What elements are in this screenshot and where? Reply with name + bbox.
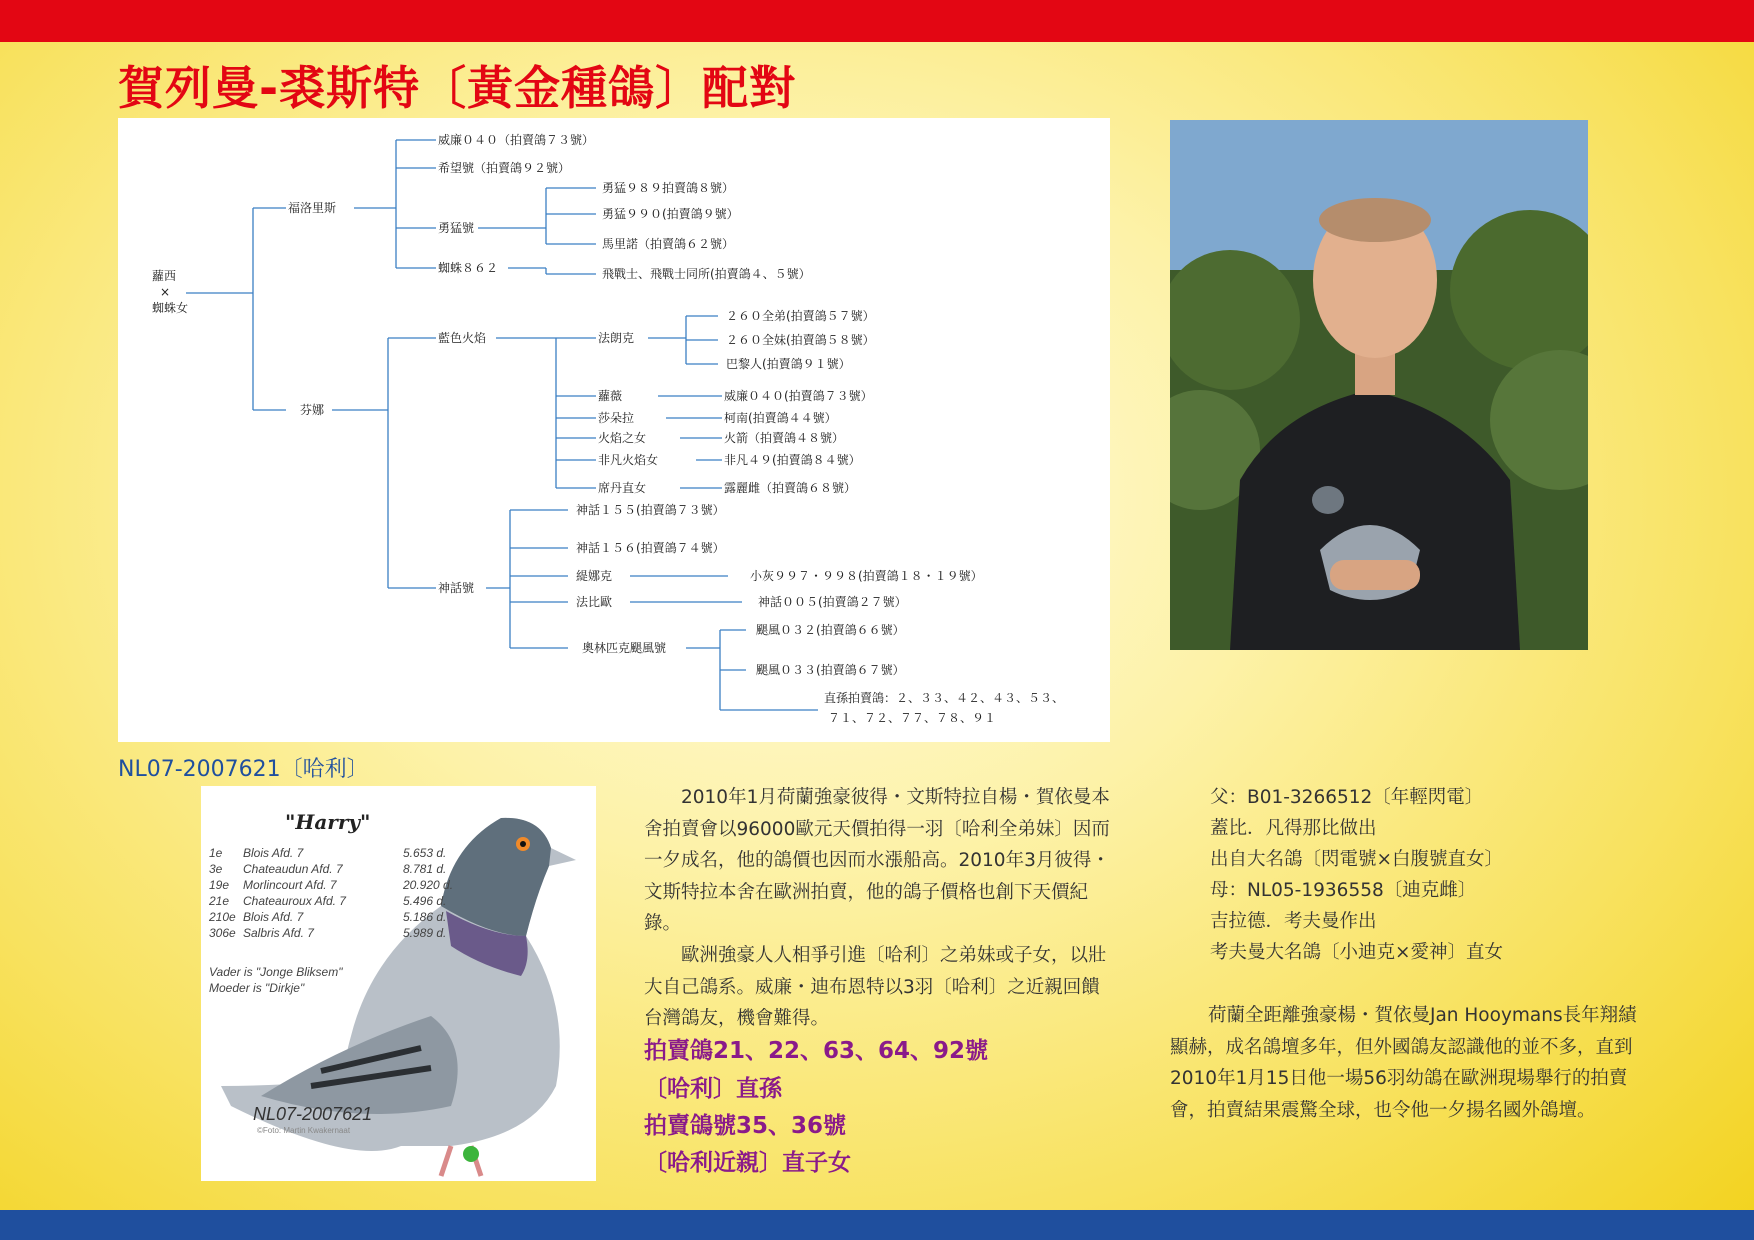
tree-bf-mother: 非凡火焰女 (598, 453, 659, 467)
tree-grandchildren: 直孫拍賣鴿：２、３３、４２、４３、５３、 (824, 691, 1065, 705)
tree-root-cross: × (160, 285, 171, 299)
parentage-line: 出自大名鴿〔閃電號×白腹號直女〕 (1210, 849, 1504, 870)
tree-myth-156: 神話１５６(拍賣鴿７４號） (576, 541, 725, 555)
tree-myth-mother: 緹娜克 (576, 569, 613, 583)
tree-yongmeng-child: 勇猛９８９拍賣鴿８號） (602, 181, 735, 195)
pigeon-name: "Harry" (285, 810, 371, 834)
tree-bf-mother: 席丹直女 (598, 481, 647, 495)
tree-bf-child: 非凡４９(拍賣鴿８４號） (724, 453, 861, 467)
tree-frank-child: ２６０全弟(拍賣鴿５７號） (726, 309, 875, 323)
race-result: 1e Blois Afd. 7 5.653 d. (209, 846, 447, 860)
tree-myth: 神話號 (438, 581, 475, 595)
tree-myth-child: 小灰９９７・９９８(拍賣鴿１８・１９號） (750, 569, 983, 583)
pigeon-caption: NL07-2007621〔哈利〕 (118, 757, 369, 782)
tree-myth-155: 神話１５５(拍賣鴿７３號） (576, 503, 725, 517)
highlight-line: 〔哈利近親〕直子女 (644, 1150, 851, 1176)
pigeon-card (201, 786, 596, 1181)
highlight-line: 〔哈利〕直孫 (644, 1076, 782, 1102)
middle-paragraph-2: 歐洲強豪人人相爭引進〔哈利〕之弟妹或子女，以壯大自己鴿系。威廉・迪布恩特以3羽〔哈利〕之近親回饋台灣鴿友，機會難得。 (644, 945, 1107, 1029)
parentage-line: 母：NL05-1936558〔迪克雌〕 (1210, 880, 1477, 901)
parentage-line: 考夫曼大名鴿〔小迪克×愛神〕直女 (1210, 942, 1504, 963)
race-result: 210e Blois Afd. 7 5.186 d. (209, 910, 447, 924)
parentage-line: 蓋比．凡得那比做出 (1210, 818, 1377, 839)
tree-f-child: 威廉０４０（拍賣鴿７３號） (438, 133, 595, 147)
tree-bf-mother: 火焰之女 (598, 431, 647, 445)
tree-yongmeng-child: 馬里諾（拍賣鴿６２號） (602, 237, 735, 251)
pigeon-mother: Moeder is "Dirkje" (209, 981, 305, 995)
tree-florence: 福洛里斯 (288, 201, 337, 215)
parentage-line: 吉拉德．考夫曼作出 (1210, 911, 1377, 932)
tree-olympic: 奧林匹克颶風號 (582, 641, 667, 655)
race-result: 21e Chateauroux Afd. 7 5.496 d. (209, 894, 447, 908)
tree-spider-child: 飛戰士、飛戰士同所(拍賣鴿４、５號） (602, 267, 811, 281)
race-result: 306e Salbris Afd. 7 5.989 d. (209, 926, 447, 940)
tree-bf-child: 火箭（拍賣鴿４８號） (724, 431, 845, 445)
highlight-line: 拍賣鴿號35、36號 (644, 1113, 847, 1139)
middle-paragraph-1: 2010年1月荷蘭強豪彼得・文斯特拉自楊・賀依曼本舍拍賣會以96000歐元天價拍得一羽〔哈利全弟妹〕因而一夕成名，他的鴿價也因而水漲船高。2010年3月彼得・文斯特拉本舍在歐洲拍賣，他的鴿子價格也創下天價紀錄。 (644, 787, 1110, 934)
pigeon-ring-number: NL07-2007621 (253, 1104, 373, 1124)
tree-bf-child: 露麗雌（拍賣鴿６８號） (724, 481, 857, 495)
bottom-blue-bar (0, 1210, 1754, 1240)
race-result: 3e Chateaudun Afd. 7 8.781 d. (209, 862, 447, 876)
tree-bf-child: 威廉０４０(拍賣鴿７３號） (724, 389, 873, 403)
tree-blueflame: 藍色火焰 (438, 331, 487, 345)
tree-f-child: 勇猛號 (438, 221, 475, 235)
top-red-bar (0, 0, 1754, 42)
tree-frank: 法朗克 (598, 331, 635, 345)
pigeon-parents (209, 964, 342, 996)
breeder-photo (1170, 120, 1588, 650)
tree-bf-mother: 蘿薇 (598, 389, 623, 403)
tree-yongmeng-child: 勇猛９９０(拍賣鴿９號） (602, 207, 739, 221)
tree-root-bottom: 蜘蛛女 (152, 301, 189, 315)
tree-root-top: 蘿西 (152, 269, 177, 283)
tree-myth-child: 神話００５(拍賣鴿２７號） (758, 595, 907, 609)
parentage-list (1210, 782, 1503, 968)
tree-bf-mother: 莎朵拉 (598, 411, 635, 425)
tree-f-child: 蜘蛛８６２ (438, 261, 499, 275)
tree-myth-mother: 法比歐 (576, 595, 613, 609)
parentage-line: 父：B01-3266512〔年輕閃電〕 (1210, 787, 1484, 808)
tree-frank-child: ２６０全妹(拍賣鴿５８號） (726, 333, 875, 347)
page-title: 賀列曼-裘斯特〔黃金種鴿〕配對 (118, 61, 797, 115)
tree-fenna: 芬娜 (300, 403, 325, 417)
tree-frank-child: 巴黎人(拍賣鴿９１號） (726, 357, 851, 371)
tree-olympic-child: 颶風０３２(拍賣鴿６６號） (756, 623, 905, 637)
race-result: 19e Morlincourt Afd. 7 20.920 d. (209, 878, 454, 892)
pedigree-lines (118, 118, 1110, 742)
tree-olympic-child: 颶風０３３(拍賣鴿６７號） (756, 663, 905, 677)
pigeon-father: Vader is "Jonge Bliksem" (209, 965, 343, 979)
photo-credit: ©Foto: Martin Kwakernaat (257, 1126, 351, 1135)
tree-f-child: 希望號（拍賣鴿９２號） (438, 161, 571, 175)
pedigree-tree (118, 118, 1110, 742)
right-paragraph: 荷蘭全距離強豪楊・賀依曼Jan Hooymans長年翔績顯赫，成名鴿壇多年，但外國鴿友認識他的並不多，直到2010年1月15日他一場56羽幼鴿在歐洲現場舉行的拍賣會，拍賣結果震驚全球，也令他一夕揚名國外鴿壇。 (1170, 1005, 1637, 1121)
highlight-line: 拍賣鴿21、22、63、64、92號 (644, 1038, 989, 1064)
tree-bf-child: 柯南(拍賣鴿４４號） (724, 411, 837, 425)
tree-grandchildren: ７１、７２、７７、７８、９１ (828, 711, 997, 725)
